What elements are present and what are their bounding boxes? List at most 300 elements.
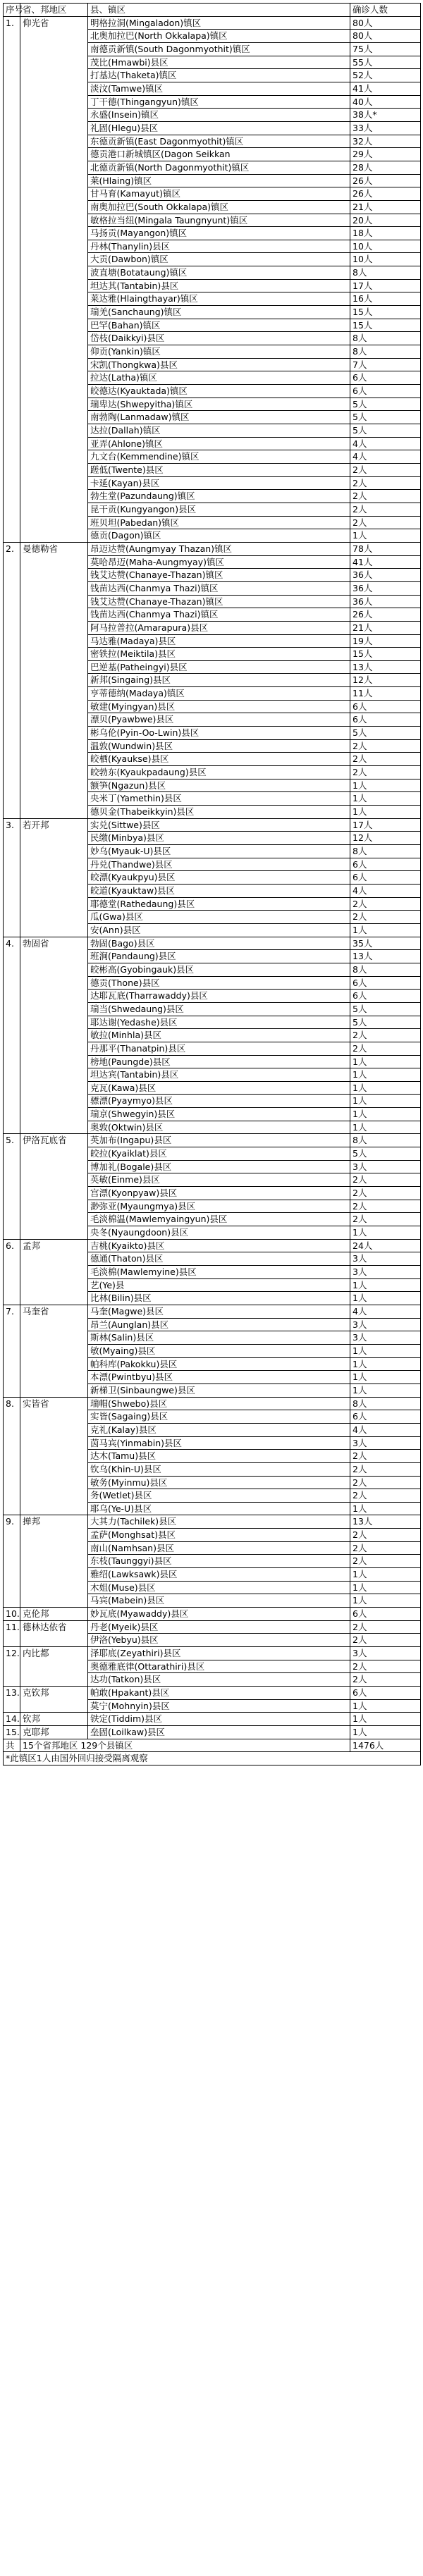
township-name: 吉桃(Kyaikto)县区 xyxy=(88,1239,350,1252)
case-count: 2人 xyxy=(350,897,421,911)
case-count: 5人 xyxy=(350,727,421,740)
township-name: 敏格拉当纽(Mingala Taungnyunt)镇区 xyxy=(88,214,350,227)
region-name: 若开邦 xyxy=(20,818,88,937)
township-name: 皎漂(Kyaukpyu)县区 xyxy=(88,871,350,885)
township-name: 本漂(Pwintbyu)县区 xyxy=(88,1371,350,1384)
township-name: 德贡港口新城镇区(Dagon Seikkan xyxy=(88,148,350,161)
township-name: 昂迈达赞(Aungmyay Thazan)镇区 xyxy=(88,542,350,555)
section-number: 9. xyxy=(4,1515,20,1608)
total-cases: 1476人 xyxy=(350,1739,421,1752)
case-count: 1人 xyxy=(350,1699,421,1713)
case-count: 2人 xyxy=(350,1541,421,1555)
case-count: 8人 xyxy=(350,332,421,345)
township-name: 帕敢(Hpakant)县区 xyxy=(88,1687,350,1700)
case-count: 12人 xyxy=(350,674,421,687)
township-name: 英敏(Einme)县区 xyxy=(88,1173,350,1187)
case-count: 2人 xyxy=(350,1673,421,1687)
table-row xyxy=(4,1134,421,1147)
case-count: 26人 xyxy=(350,187,421,201)
table-row xyxy=(4,1397,421,1410)
township-name: 达拉(Dallah)镇区 xyxy=(88,424,350,438)
township-name: 昂兰(Aunglan)县区 xyxy=(88,1318,350,1331)
township-name: 实兑(Sittwe)县区 xyxy=(88,818,350,832)
township-name: 钱艾达赞(Chanaye-Thazan)镇区 xyxy=(88,595,350,608)
case-count: 2人 xyxy=(350,1620,421,1634)
township-name: 奥德雅底律(Ottarathiri)县区 xyxy=(88,1660,350,1673)
case-count: 15人 xyxy=(350,648,421,661)
township-name: 皎彬高(Gyobingauk)县区 xyxy=(88,963,350,976)
region-name: 德林达依省 xyxy=(20,1620,88,1646)
case-count: 35人 xyxy=(350,937,421,950)
case-count: 4人 xyxy=(350,1305,421,1318)
case-count: 17人 xyxy=(350,818,421,832)
case-count: 2人 xyxy=(350,1634,421,1647)
township-name: 巴罕(Bahan)镇区 xyxy=(88,319,350,332)
case-count: 2人 xyxy=(350,463,421,476)
township-name: 渺弥亚(Myaungmya)县区 xyxy=(88,1200,350,1213)
case-count: 3人 xyxy=(350,1331,421,1345)
case-count: 4人 xyxy=(350,450,421,464)
case-count: 2人 xyxy=(350,1489,421,1503)
case-count: 1人 xyxy=(350,1371,421,1384)
total-summary: 15个省邦地区 129个县镇区 xyxy=(20,1739,350,1752)
table-row xyxy=(4,1725,421,1739)
case-count: 6人 xyxy=(350,1410,421,1424)
township-name: 瑞京(Shwegyin)县区 xyxy=(88,1108,350,1121)
section-number: 15. xyxy=(4,1725,20,1739)
note-row xyxy=(4,1752,421,1765)
case-count: 8人 xyxy=(350,1134,421,1147)
case-count: 1人 xyxy=(350,1502,421,1515)
case-count: 2人 xyxy=(350,1187,421,1200)
section-number: 1. xyxy=(4,16,20,542)
region-name: 马奎省 xyxy=(20,1305,88,1397)
township-name: 茂比(Hmawbi)县区 xyxy=(88,56,350,69)
table-body xyxy=(4,16,421,1739)
township-name: 垒固(Loilkaw)县区 xyxy=(88,1725,350,1739)
case-count: 41人 xyxy=(350,82,421,95)
township-name: 新邦(Singaing)县区 xyxy=(88,674,350,687)
case-count: 18人 xyxy=(350,227,421,240)
township-name: 妙乌(Myauk-U)县区 xyxy=(88,845,350,858)
township-name: 瑞帽(Shwebo)县区 xyxy=(88,1397,350,1410)
case-count: 41人 xyxy=(350,555,421,569)
case-count: 5人 xyxy=(350,1016,421,1029)
township-name: 艺(Ye)县 xyxy=(88,1278,350,1292)
case-count: 2人 xyxy=(350,1660,421,1673)
township-name: 卡延(Kayan)县区 xyxy=(88,476,350,490)
township-name: 瑞卑达(Shwepyitha)镇区 xyxy=(88,398,350,411)
township-name: 茵马宾(Yinmabin)县区 xyxy=(88,1436,350,1450)
township-name: 宫漂(Kyonpyaw)县区 xyxy=(88,1187,350,1200)
township-name: 大其力(Tachilek)县区 xyxy=(88,1515,350,1529)
township-name: 永盛(Insein)镇区 xyxy=(88,109,350,122)
case-count: 32人 xyxy=(350,135,421,148)
township-name: 皎德达(Kyauktada)镇区 xyxy=(88,385,350,398)
township-name: 勃生堂(Pazundaung)镇区 xyxy=(88,490,350,503)
case-count: 36人 xyxy=(350,581,421,595)
case-count: 1人 xyxy=(350,1278,421,1292)
case-count: 15人 xyxy=(350,319,421,332)
case-count: 8人 xyxy=(350,845,421,858)
section-number: 12. xyxy=(4,1647,20,1687)
township-name: 昆干贡(Kungyangon)县区 xyxy=(88,503,350,516)
case-count: 2人 xyxy=(350,1042,421,1055)
case-count: 1人 xyxy=(350,1121,421,1134)
township-name: 央米丁(Yamethin)县区 xyxy=(88,792,350,806)
township-name: 亨蒂德纳(Madaya)镇区 xyxy=(88,687,350,701)
case-count: 8人 xyxy=(350,266,421,280)
township-name: 雅绍(Lawksawk)县区 xyxy=(88,1568,350,1582)
section-number: 2. xyxy=(4,542,20,818)
township-name: 耶德堂(Rathedaung)县区 xyxy=(88,897,350,911)
township-name: 甘马育(Kamayut)镇区 xyxy=(88,187,350,201)
case-count: 5人 xyxy=(350,424,421,438)
total-label: 共 xyxy=(4,1739,20,1752)
township-name: 皎道(Kyauktaw)县区 xyxy=(88,884,350,897)
case-count: 1人 xyxy=(350,1108,421,1121)
township-name: 南勃陶(Lanmadaw)镇区 xyxy=(88,411,350,424)
table-row xyxy=(4,1713,421,1726)
township-name: 马达雅(Madaya)县区 xyxy=(88,634,350,648)
section-number: 11. xyxy=(4,1620,20,1646)
case-count: 11人 xyxy=(350,687,421,701)
region-name: 克钦邦 xyxy=(20,1687,88,1713)
township-name: 南山(Namhsan)县区 xyxy=(88,1541,350,1555)
case-count: 6人 xyxy=(350,990,421,1003)
township-name: 钱艾达赞(Chanaye-Thazan)镇区 xyxy=(88,569,350,582)
table-row xyxy=(4,1608,421,1621)
confirmed-cases-table xyxy=(3,3,421,1765)
township-name: 耶达谢(Yedashe)县区 xyxy=(88,1016,350,1029)
township-name: 皎拉(Kyaiklat)县区 xyxy=(88,1147,350,1161)
township-name: 南奥加拉巴(South Okkalapa)镇区 xyxy=(88,200,350,214)
township-name: 克瓦(Kawa)县区 xyxy=(88,1081,350,1095)
case-count: 13人 xyxy=(350,660,421,674)
township-name: 实皆(Sagaing)县区 xyxy=(88,1410,350,1424)
township-name: 淡汶(Tamwe)镇区 xyxy=(88,82,350,95)
township-name: 马扬贡(Mayangon)镇区 xyxy=(88,227,350,240)
section-number: 7. xyxy=(4,1305,20,1397)
case-count: 3人 xyxy=(350,1318,421,1331)
case-count: 55人 xyxy=(350,56,421,69)
section-number: 4. xyxy=(4,937,20,1134)
township-name: 丁干德(Thingangyun)镇区 xyxy=(88,95,350,109)
case-count: 5人 xyxy=(350,1147,421,1161)
case-count: 12人 xyxy=(350,832,421,845)
case-count: 6人 xyxy=(350,700,421,713)
township-name: 钦乌(Khin-U)县区 xyxy=(88,1462,350,1476)
township-name: 莫宁(Mohnyin)县区 xyxy=(88,1699,350,1713)
township-name: 奥敦(Oktwin)县区 xyxy=(88,1121,350,1134)
case-count: 2人 xyxy=(350,476,421,490)
case-count: 2人 xyxy=(350,503,421,516)
region-name: 勃固省 xyxy=(20,937,88,1134)
case-count: 1人 xyxy=(350,1383,421,1397)
township-name: 仰贡(Yankin)镇区 xyxy=(88,345,350,359)
case-count: 6人 xyxy=(350,371,421,385)
case-count: 75人 xyxy=(350,42,421,56)
case-count: 13人 xyxy=(350,950,421,963)
case-count: 2人 xyxy=(350,753,421,766)
table-header-row xyxy=(4,4,421,17)
case-count: 2人 xyxy=(350,911,421,924)
township-name: 德贝金(Thabeikkyin)县区 xyxy=(88,806,350,819)
footnote: *此镇区1人由国外回归接受隔离观察 xyxy=(4,1752,421,1765)
township-name: 东枝(Taunggyi)县区 xyxy=(88,1555,350,1568)
case-count: 40人 xyxy=(350,95,421,109)
case-count: 15人 xyxy=(350,306,421,319)
township-name: 钱苗达西(Chanmya Thazi)镇区 xyxy=(88,581,350,595)
township-name: 岱枝(Daikkyi)县区 xyxy=(88,332,350,345)
table-row xyxy=(4,1239,421,1252)
case-count: 36人 xyxy=(350,595,421,608)
township-name: 耶乌(Ye-U)县区 xyxy=(88,1502,350,1515)
case-count: 21人 xyxy=(350,621,421,634)
table-row xyxy=(4,1305,421,1318)
township-name: 礼固(Hlegu)县区 xyxy=(88,121,350,135)
township-name: 打基达(Thaketa)镇区 xyxy=(88,69,350,82)
township-name: 温敦(Wundwin)县区 xyxy=(88,739,350,753)
region-name: 孟邦 xyxy=(20,1239,88,1305)
township-name: 骠漂(Pyaymyo)县区 xyxy=(88,1095,350,1108)
township-name: 勃固(Bago)县区 xyxy=(88,937,350,950)
header-region: 省、邦地区 xyxy=(20,4,88,17)
township-name: 马宾(Mabein)县区 xyxy=(88,1594,350,1608)
township-name: 丹林(Thanylin)县区 xyxy=(88,240,350,253)
township-name: 南德贡新镇(South Dagonmyothit)镇区 xyxy=(88,42,350,56)
case-count: 8人 xyxy=(350,1397,421,1410)
case-count: 1人 xyxy=(350,1581,421,1594)
case-count: 52人 xyxy=(350,69,421,82)
case-count: 1人 xyxy=(350,779,421,792)
case-count: 2人 xyxy=(350,1173,421,1187)
region-name: 克伦邦 xyxy=(20,1608,88,1621)
table-row xyxy=(4,542,421,555)
township-name: 瑞当(Shwedaung)县区 xyxy=(88,1002,350,1016)
header-number: 序号 xyxy=(4,4,20,17)
case-count: 3人 xyxy=(350,1266,421,1279)
case-count: 6人 xyxy=(350,1608,421,1621)
case-count: 1人 xyxy=(350,923,421,937)
case-count: 80人 xyxy=(350,30,421,43)
case-count: 2人 xyxy=(350,1213,421,1226)
township-name: 北德贡新镇(North Dagonmyothit)镇区 xyxy=(88,161,350,174)
case-count: 6人 xyxy=(350,871,421,885)
case-count: 3人 xyxy=(350,1436,421,1450)
case-count: 6人 xyxy=(350,858,421,871)
township-name: 克礼(Kalay)县区 xyxy=(88,1423,350,1436)
township-name: 伊洛(Yebyu)县区 xyxy=(88,1634,350,1647)
township-name: 莱达雅(Hlaingthayar)镇区 xyxy=(88,292,350,306)
township-name: 妙瓦底(Myawaddy)县区 xyxy=(88,1608,350,1621)
case-count: 1人 xyxy=(350,792,421,806)
case-count: 1人 xyxy=(350,1725,421,1739)
section-number: 3. xyxy=(4,818,20,937)
case-count: 2人 xyxy=(350,516,421,529)
case-count: 2人 xyxy=(350,490,421,503)
region-name: 仰光省 xyxy=(20,16,88,542)
township-name: 班涧(Pandaung)县区 xyxy=(88,950,350,963)
region-name: 实皆省 xyxy=(20,1397,88,1515)
case-count: 8人 xyxy=(350,963,421,976)
table-row xyxy=(4,1620,421,1634)
township-name: 马奎(Magwe)县区 xyxy=(88,1305,350,1318)
case-count: 1人 xyxy=(350,1095,421,1108)
case-count: 2人 xyxy=(350,1555,421,1568)
case-count: 2人 xyxy=(350,739,421,753)
total-row xyxy=(4,1739,421,1752)
case-count: 1人 xyxy=(350,529,421,543)
case-count: 2人 xyxy=(350,1450,421,1463)
township-name: 达耶瓦底(Tharrawaddy)县区 xyxy=(88,990,350,1003)
case-count: 10人 xyxy=(350,240,421,253)
region-name: 掸邦 xyxy=(20,1515,88,1608)
case-count: 10人 xyxy=(350,253,421,266)
township-name: 蹉低(Twente)县区 xyxy=(88,463,350,476)
township-name: 皎勃东(Kyaukpadaung)县区 xyxy=(88,766,350,779)
case-count: 16人 xyxy=(350,292,421,306)
case-count: 4人 xyxy=(350,437,421,450)
table-row xyxy=(4,1647,421,1660)
case-count: 1人 xyxy=(350,1081,421,1095)
township-name: 务(Wetlet)县区 xyxy=(88,1489,350,1503)
section-number: 10. xyxy=(4,1608,20,1621)
case-count: 5人 xyxy=(350,1002,421,1016)
case-count: 8人 xyxy=(350,345,421,359)
township-name: 德贡(Dagon)镇区 xyxy=(88,529,350,543)
township-name: 新梯卫(Sinbaungwe)县区 xyxy=(88,1383,350,1397)
township-name: 英加布(Ingapu)县区 xyxy=(88,1134,350,1147)
township-name: 宋凯(Thongkwa)县区 xyxy=(88,358,350,371)
township-name: 木姐(Muse)县区 xyxy=(88,1581,350,1594)
township-name: 帕科库(Pakokku)县区 xyxy=(88,1357,350,1371)
section-number: 8. xyxy=(4,1397,20,1515)
township-name: 莱(Hlaing)镇区 xyxy=(88,174,350,187)
township-name: 敏务(Myinmu)县区 xyxy=(88,1476,350,1489)
case-count: 1人 xyxy=(350,1055,421,1068)
township-name: 敏建(Myingyan)县区 xyxy=(88,700,350,713)
case-count: 5人 xyxy=(350,411,421,424)
case-count: 3人 xyxy=(350,1647,421,1660)
township-name: 莫哈昂迈(Maha-Aungmyay)镇区 xyxy=(88,555,350,569)
township-name: 皎栖(Kyaukse)县区 xyxy=(88,753,350,766)
table-row xyxy=(4,937,421,950)
township-name: 丹那平(Thanatpin)县区 xyxy=(88,1042,350,1055)
case-count: 19人 xyxy=(350,634,421,648)
case-count: 26人 xyxy=(350,174,421,187)
township-name: 央冬(Nyaungdoon)县区 xyxy=(88,1226,350,1240)
case-count: 2人 xyxy=(350,1476,421,1489)
township-name: 坦达其(Tantabin)县区 xyxy=(88,279,350,292)
township-name: 丹兑(Thandwe)县区 xyxy=(88,858,350,871)
township-name: 民缴(Minbya)县区 xyxy=(88,832,350,845)
region-name: 伊洛瓦底省 xyxy=(20,1134,88,1239)
township-name: 班贝坦(Pabedan)镇区 xyxy=(88,516,350,529)
township-name: 达木(Tamu)县区 xyxy=(88,1450,350,1463)
case-count: 2人 xyxy=(350,766,421,779)
township-name: 九文台(Kemmendine)镇区 xyxy=(88,450,350,464)
township-name: 漂贝(Pyawbwe)县区 xyxy=(88,713,350,727)
township-name: 钱苗达西(Chanmya Thazi)镇区 xyxy=(88,608,350,622)
case-count: 6人 xyxy=(350,713,421,727)
region-name: 克耶邦 xyxy=(20,1725,88,1739)
section-number: 5. xyxy=(4,1134,20,1239)
township-name: 敏拉(Minhla)县区 xyxy=(88,1029,350,1042)
township-name: 毛淡棉温(Mawlemyaingyun)县区 xyxy=(88,1213,350,1226)
case-count: 1人 xyxy=(350,1713,421,1726)
township-name: 敏(Myaing)县区 xyxy=(88,1344,350,1357)
township-name: 丹老(Myeik)县区 xyxy=(88,1620,350,1634)
case-count: 1人 xyxy=(350,1568,421,1582)
case-count: 3人 xyxy=(350,1252,421,1266)
region-name: 曼德勒省 xyxy=(20,542,88,818)
header-township: 县、镇区 xyxy=(88,4,350,17)
township-name: 额笋(Ngazun)县区 xyxy=(88,779,350,792)
township-name: 安(Ann)县区 xyxy=(88,923,350,937)
case-count: 33人 xyxy=(350,121,421,135)
township-name: 亚弄(Ahlone)镇区 xyxy=(88,437,350,450)
township-name: 明格拉洞(Mingaladon)镇区 xyxy=(88,16,350,30)
table-row xyxy=(4,16,421,30)
case-count: 1人 xyxy=(350,1068,421,1082)
case-count: 13人 xyxy=(350,1515,421,1529)
case-count: 1人 xyxy=(350,806,421,819)
case-count: 17人 xyxy=(350,279,421,292)
table-row xyxy=(4,1687,421,1700)
case-count: 1人 xyxy=(350,1344,421,1357)
case-count: 1人 xyxy=(350,1357,421,1371)
township-name: 博加礼(Bogale)县区 xyxy=(88,1160,350,1173)
case-count: 2人 xyxy=(350,1029,421,1042)
case-count: 21人 xyxy=(350,200,421,214)
section-number: 14. xyxy=(4,1713,20,1726)
case-count: 5人 xyxy=(350,398,421,411)
case-count: 78人 xyxy=(350,542,421,555)
region-name: 内比都 xyxy=(20,1647,88,1687)
case-count: 80人 xyxy=(350,16,421,30)
case-count: 3人 xyxy=(350,1160,421,1173)
township-name: 德贡(Thone)县区 xyxy=(88,976,350,990)
case-count: 6人 xyxy=(350,385,421,398)
township-name: 北奥加拉巴(North Okkalapa)镇区 xyxy=(88,30,350,43)
case-count: 2人 xyxy=(350,1462,421,1476)
case-count: 1人 xyxy=(350,1292,421,1305)
township-name: 比林(Bilin)县区 xyxy=(88,1292,350,1305)
case-count: 1人 xyxy=(350,1226,421,1240)
case-count: 29人 xyxy=(350,148,421,161)
township-name: 榜地(Paungde)县区 xyxy=(88,1055,350,1068)
township-name: 毛淡棉(Mawlemyine)县区 xyxy=(88,1266,350,1279)
case-count: 6人 xyxy=(350,976,421,990)
township-name: 铁定(Tiddim)县区 xyxy=(88,1713,350,1726)
township-name: 泽耶底(Zeyathiri)县区 xyxy=(88,1647,350,1660)
case-count: 24人 xyxy=(350,1239,421,1252)
case-count: 6人 xyxy=(350,1687,421,1700)
case-count: 4人 xyxy=(350,1423,421,1436)
case-count: 26人 xyxy=(350,608,421,622)
case-count: 2人 xyxy=(350,1200,421,1213)
table-row xyxy=(4,818,421,832)
township-name: 瓜(Gwa)县区 xyxy=(88,911,350,924)
township-name: 斯林(Salin)县区 xyxy=(88,1331,350,1345)
township-name: 大贡(Dawbon)镇区 xyxy=(88,253,350,266)
case-count: 28人 xyxy=(350,161,421,174)
township-name: 德通(Thaton)县区 xyxy=(88,1252,350,1266)
township-name: 坦达宾(Tantabin)县区 xyxy=(88,1068,350,1082)
township-name: 拉达(Latha)镇区 xyxy=(88,371,350,385)
township-name: 孟萨(Monghsat)县区 xyxy=(88,1529,350,1542)
